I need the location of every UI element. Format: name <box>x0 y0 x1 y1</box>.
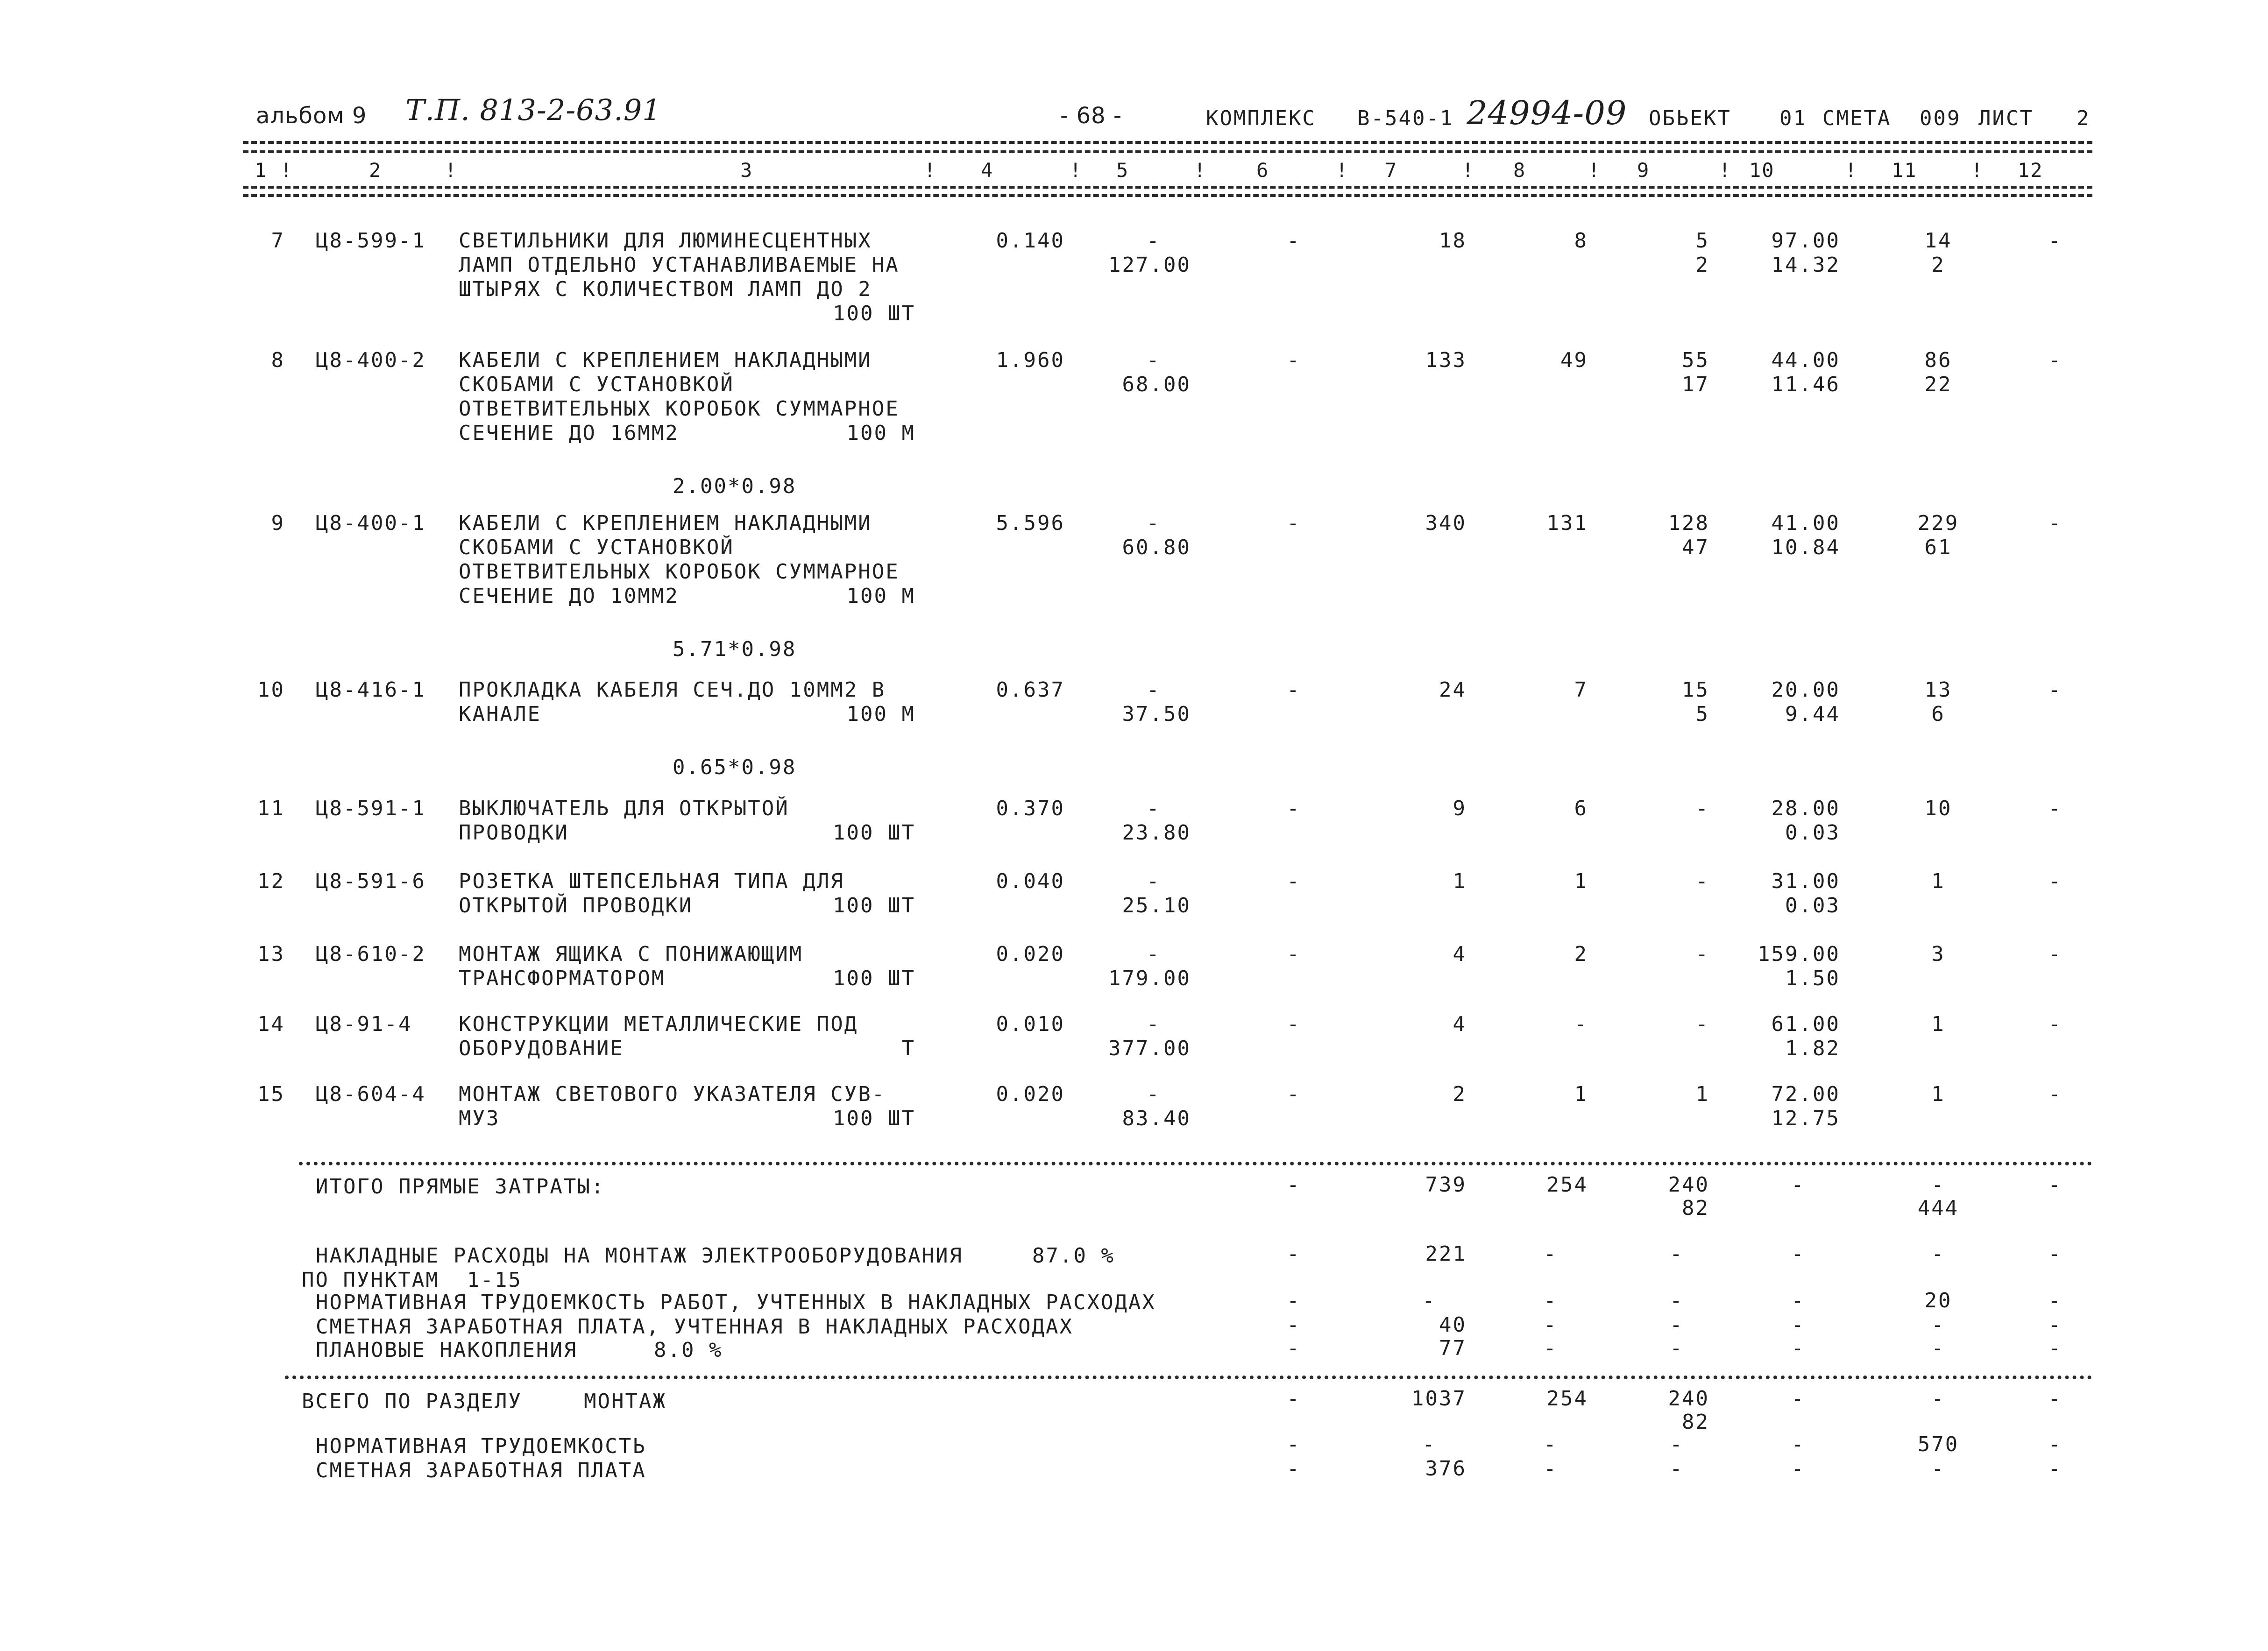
header-rule-2 <box>243 150 2092 153</box>
row-c7: 18 <box>1439 229 1467 253</box>
row-code: Ц8-599-1 <box>316 229 426 253</box>
section-c9b: 82 <box>1682 1410 1709 1434</box>
row-c6: - <box>1287 678 1301 702</box>
row-c6: - <box>1287 869 1301 893</box>
row-name-line: ОТКРЫТОЙ ПРОВОДКИ <box>459 894 693 917</box>
row-name-line: КАБЕЛИ С КРЕПЛЕНИЕМ НАКЛАДНЫМИ <box>459 348 872 372</box>
row-c12: - <box>2048 511 2062 535</box>
row-c10b: 14.32 <box>1771 253 1840 277</box>
row-c12: - <box>2048 678 2062 702</box>
norm-labor-c11: 570 <box>1917 1432 1959 1456</box>
labor-oh-c11: 20 <box>1924 1289 1952 1312</box>
row-c9a: 5 <box>1695 229 1709 253</box>
row-c7: 133 <box>1425 348 1467 372</box>
wage-oh-c12: - <box>2048 1313 2062 1337</box>
row-c5b: 37.50 <box>1122 702 1191 726</box>
row-c4: 0.370 <box>996 797 1065 820</box>
row-name-line: СКОБАМИ С УСТАНОВКОЙ <box>459 373 734 396</box>
norm-labor-c6: - <box>1287 1432 1301 1456</box>
row-code: Ц8-400-1 <box>316 511 426 535</box>
norm-labor-c10: - <box>1791 1432 1805 1456</box>
row-c5b: 83.40 <box>1122 1107 1191 1130</box>
wage-c10: - <box>1791 1457 1805 1481</box>
row-c10b: 11.46 <box>1771 373 1840 396</box>
row-c6: - <box>1287 797 1301 820</box>
object-label: ОБЬЕКТ <box>1649 106 1731 130</box>
direct-c8: 254 <box>1546 1173 1588 1197</box>
row-c10b: 9.44 <box>1785 702 1840 726</box>
row-c10a: 28.00 <box>1771 797 1840 820</box>
row-c5b: 23.80 <box>1122 821 1191 845</box>
row-code: Ц8-591-1 <box>316 797 426 820</box>
direct-c11a: - <box>1931 1173 1945 1197</box>
row-c9a: - <box>1695 797 1709 820</box>
row-unit: 100 ШТ <box>833 302 915 325</box>
row-c10a: 44.00 <box>1771 348 1840 372</box>
labor-oh-c12: - <box>2048 1289 2062 1312</box>
row-number: 9 <box>271 511 285 535</box>
row-c12: - <box>2048 869 2062 893</box>
overhead-c6: - <box>1287 1242 1301 1266</box>
row-c4: 0.010 <box>996 1012 1065 1036</box>
direct-c7: 739 <box>1425 1173 1467 1197</box>
row-c6: - <box>1287 511 1301 535</box>
row-c5b: 377.00 <box>1108 1037 1191 1060</box>
col-2: 2 <box>369 159 382 182</box>
row-number: 13 <box>257 942 285 966</box>
row-name-line: СЕЧЕНИЕ ДО 10ММ2 <box>459 584 679 608</box>
row-name-line: ТРАНСФОРМАТОРОМ <box>459 967 666 990</box>
row-c8: 8 <box>1574 229 1588 253</box>
row-number: 11 <box>257 797 285 820</box>
row-c9a: 15 <box>1682 678 1709 702</box>
row-unit: Т <box>901 1037 915 1060</box>
header-rule-top <box>243 141 2092 144</box>
row-name-line: ОБОРУДОВАНИЕ <box>459 1037 624 1060</box>
wage-c11: - <box>1931 1457 1945 1481</box>
col-3: 3 <box>740 159 753 182</box>
direct-costs-label: ИТОГО ПРЯМЫЕ ЗАТРАТЫ: <box>316 1175 605 1199</box>
row-c9a: 128 <box>1668 511 1709 535</box>
row-c5b: 68.00 <box>1122 373 1191 396</box>
row-c11a: 13 <box>1924 678 1952 702</box>
row-name-line: КАНАЛЕ <box>459 702 541 726</box>
row-c11a: 86 <box>1924 348 1952 372</box>
row-c10a: 41.00 <box>1771 511 1840 535</box>
row-coefficient: 0.65*0.98 <box>673 755 797 779</box>
col-4: 4 <box>981 159 994 182</box>
row-c10a: 72.00 <box>1771 1082 1840 1106</box>
row-c12: - <box>2048 348 2062 372</box>
row-number: 12 <box>257 869 285 893</box>
overhead-c12: - <box>2048 1242 2062 1266</box>
row-number: 10 <box>257 678 285 702</box>
row-name-line: КАБЕЛИ С КРЕПЛЕНИЕМ НАКЛАДНЫМИ <box>459 511 872 535</box>
norm-labor-c7: - <box>1422 1432 1436 1456</box>
row-c11b: 6 <box>1931 702 1945 726</box>
row-c7: 24 <box>1439 678 1467 702</box>
planned-c8: - <box>1544 1336 1558 1360</box>
col-sep: ! <box>1719 159 1731 182</box>
row-code: Ц8-604-4 <box>316 1082 426 1106</box>
direct-c10: - <box>1791 1173 1805 1197</box>
section-rule <box>285 1376 2092 1379</box>
col-5: 5 <box>1116 159 1129 182</box>
section-c12: - <box>2048 1387 2062 1411</box>
col-11: 11 <box>1892 159 1917 182</box>
row-name-line: ОТВЕТВИТЕЛЬНЫХ КОРОБОК СУММАРНОЕ <box>459 560 900 584</box>
row-c5a: - <box>1147 678 1161 702</box>
col-sep: ! <box>1971 159 1983 182</box>
row-c7: 9 <box>1453 797 1467 820</box>
smeta-number: 009 <box>1920 106 1961 130</box>
labor-oh-c9: - <box>1670 1289 1684 1312</box>
object-number: 01 <box>1779 106 1807 130</box>
row-c10b: 1.50 <box>1785 967 1840 990</box>
row-name-line: МОНТАЖ ЯЩИКА С ПОНИЖАЮЩИМ <box>459 942 803 966</box>
header-rule-bottom-2 <box>243 194 2092 197</box>
album-label: альбом 9 <box>256 103 367 129</box>
row-unit: 100 ШТ <box>833 1107 915 1130</box>
col-sep: ! <box>1462 159 1474 182</box>
row-name-line: ПРОВОДКИ <box>459 821 569 845</box>
row-number: 14 <box>257 1012 285 1036</box>
row-unit: 100 ШТ <box>833 821 915 845</box>
row-c11a: 1 <box>1931 1012 1945 1036</box>
row-c9b: 17 <box>1682 373 1709 396</box>
row-c9a: - <box>1695 869 1709 893</box>
row-c12: - <box>2048 797 2062 820</box>
planned-c7: 77 <box>1439 1336 1467 1360</box>
row-c11a: 1 <box>1931 869 1945 893</box>
row-c4: 0.020 <box>996 942 1065 966</box>
row-c10b: 0.03 <box>1785 821 1840 845</box>
row-c8: 2 <box>1574 942 1588 966</box>
row-c7: 1 <box>1453 869 1467 893</box>
labor-oh-c6: - <box>1287 1289 1301 1312</box>
row-c9a: - <box>1695 1012 1709 1036</box>
col-sep: ! <box>1845 159 1857 182</box>
row-c10a: 61.00 <box>1771 1012 1840 1036</box>
row-name-line: МУЗ <box>459 1107 500 1130</box>
row-c8: 1 <box>1574 869 1588 893</box>
labor-oh-c8: - <box>1544 1289 1558 1312</box>
overhead-c9: - <box>1670 1242 1684 1266</box>
row-c11a: 3 <box>1931 942 1945 966</box>
row-c10a: 97.00 <box>1771 229 1840 253</box>
row-c9b: 2 <box>1695 253 1709 277</box>
row-c11b: 2 <box>1931 253 1945 277</box>
col-sep: ! <box>1194 159 1206 182</box>
planned-savings-label: ПЛАНОВЫЕ НАКОПЛЕНИЯ <box>316 1338 578 1362</box>
row-name-line: КОНСТРУКЦИИ МЕТАЛЛИЧЕСКИЕ ПОД <box>459 1012 858 1036</box>
row-name-line: ШТЫРЯХ С КОЛИЧЕСТВОМ ЛАМП ДО 2 <box>459 277 872 301</box>
row-c12: - <box>2048 1082 2062 1106</box>
section-total-label-2: МОНТАЖ <box>584 1390 666 1413</box>
complex-code: В-540-1 <box>1357 106 1454 130</box>
labor-oh-c7: - <box>1422 1289 1436 1312</box>
row-c6: - <box>1287 229 1301 253</box>
wage-c6: - <box>1287 1457 1301 1481</box>
row-c11a: 14 <box>1924 229 1952 253</box>
overhead-label-2: ПО ПУНКТАМ 1-15 <box>302 1268 522 1292</box>
row-c4: 5.596 <box>996 511 1065 535</box>
page-number: - 68 - <box>1060 103 1122 129</box>
planned-c6: - <box>1287 1336 1301 1360</box>
wage-oh-c9: - <box>1670 1313 1684 1337</box>
row-c11a: 229 <box>1917 511 1959 535</box>
row-code: Ц8-610-2 <box>316 942 426 966</box>
overhead-label: НАКЛАДНЫЕ РАСХОДЫ НА МОНТАЖ ЭЛЕКТРООБОРУДОВАНИЯ <box>316 1244 964 1268</box>
wage-c8: - <box>1544 1457 1558 1481</box>
row-c9a: 55 <box>1682 348 1709 372</box>
col-12: 12 <box>2018 159 2043 182</box>
row-c6: - <box>1287 1082 1301 1106</box>
row-c11a: 1 <box>1931 1082 1945 1106</box>
row-c8: 49 <box>1560 348 1588 372</box>
row-c8: 131 <box>1546 511 1588 535</box>
row-c11b: 61 <box>1924 536 1952 559</box>
direct-c9a: 240 <box>1668 1173 1709 1197</box>
planned-c11: - <box>1931 1336 1945 1360</box>
row-unit: 100 ШТ <box>833 967 915 990</box>
section-c9a: 240 <box>1668 1387 1709 1411</box>
section-c6: - <box>1287 1387 1301 1411</box>
sheet-label: ЛИСТ <box>1978 106 2034 130</box>
section-c11: - <box>1931 1387 1945 1411</box>
wage-oh-c11: - <box>1931 1313 1945 1337</box>
direct-c6: - <box>1287 1173 1301 1197</box>
row-c8: 6 <box>1574 797 1588 820</box>
wage-label: СМЕТНАЯ ЗАРАБОТНАЯ ПЛАТА <box>316 1459 646 1482</box>
direct-c11b: 444 <box>1917 1196 1959 1220</box>
row-c4: 0.020 <box>996 1082 1065 1106</box>
col-9: 9 <box>1637 159 1650 182</box>
norm-labor-c9: - <box>1670 1432 1684 1456</box>
row-unit: 100 ШТ <box>833 894 915 917</box>
row-c10a: 20.00 <box>1771 678 1840 702</box>
row-name-line: РОЗЕТКА ШТЕПСЕЛЬНАЯ ТИПА ДЛЯ <box>459 869 844 893</box>
complex-handwritten: 24994-09 <box>1467 94 1627 132</box>
row-c7: 340 <box>1425 511 1467 535</box>
direct-c12: - <box>2048 1173 2062 1197</box>
overhead-c8: - <box>1544 1242 1558 1266</box>
wage-c9: - <box>1670 1457 1684 1481</box>
row-c10a: 31.00 <box>1771 869 1840 893</box>
row-c8: 7 <box>1574 678 1588 702</box>
row-c5a: - <box>1147 511 1161 535</box>
row-c9a: 1 <box>1695 1082 1709 1106</box>
row-c6: - <box>1287 1012 1301 1036</box>
row-c5a: - <box>1147 869 1161 893</box>
row-unit: 100 М <box>846 421 915 445</box>
row-name-line: СВЕТИЛЬНИКИ ДЛЯ ЛЮМИНЕСЦЕНТНЫХ <box>459 229 872 253</box>
row-c7: 2 <box>1453 1082 1467 1106</box>
norm-labor-c8: - <box>1544 1432 1558 1456</box>
col-10: 10 <box>1749 159 1775 182</box>
row-c10a: 159.00 <box>1758 942 1840 966</box>
row-c5b: 179.00 <box>1108 967 1191 990</box>
row-c12: - <box>2048 1012 2062 1036</box>
row-code: Ц8-416-1 <box>316 678 426 702</box>
norm-labor-label: НОРМАТИВНАЯ ТРУДОЕМКОСТЬ <box>316 1434 646 1458</box>
labor-in-overhead-label: НОРМАТИВНАЯ ТРУДОЕМКОСТЬ РАБОТ, УЧТЕННЫХ В НАКЛАДНЫХ РАСХОДАХ <box>316 1291 1156 1314</box>
overhead-c7: 221 <box>1425 1242 1467 1266</box>
row-name-line: СЕЧЕНИЕ ДО 16ММ2 <box>459 421 679 445</box>
row-c8: 1 <box>1574 1082 1588 1106</box>
row-name-line: МОНТАЖ СВЕТОВОГО УКАЗАТЕЛЯ СУВ- <box>459 1082 886 1106</box>
row-c5a: - <box>1147 797 1161 820</box>
col-6: 6 <box>1256 159 1269 182</box>
row-c5b: 25.10 <box>1122 894 1191 917</box>
row-c9b: 47 <box>1682 536 1709 559</box>
totals-rule <box>299 1162 2092 1165</box>
wage-oh-c10: - <box>1791 1313 1805 1337</box>
wage-oh-c7: 40 <box>1439 1313 1467 1337</box>
row-c10b: 0.03 <box>1785 894 1840 917</box>
col-8: 8 <box>1513 159 1526 182</box>
section-total-label: ВСЕГО ПО РАЗДЕЛУ <box>302 1390 522 1413</box>
planned-c10: - <box>1791 1336 1805 1360</box>
overhead-c11: - <box>1931 1242 1945 1266</box>
col-sep: ! <box>1588 159 1600 182</box>
planned-c12: - <box>2048 1336 2062 1360</box>
row-name-line: ЛАМП ОТДЕЛЬНО УСТАНАВЛИВАЕМЫЕ НА <box>459 253 900 277</box>
row-c6: - <box>1287 942 1301 966</box>
row-c4: 0.637 <box>996 678 1065 702</box>
section-c10: - <box>1791 1387 1805 1411</box>
row-name-line: ОТВЕТВИТЕЛЬНЫХ КОРОБОК СУММАРНОЕ <box>459 397 900 421</box>
overhead-pct: 87.0 % <box>1032 1244 1115 1268</box>
header-rule-bottom <box>243 186 2092 189</box>
row-c4: 0.040 <box>996 869 1065 893</box>
smeta-label: СМЕТА <box>1822 106 1892 130</box>
planned-c9: - <box>1670 1336 1684 1360</box>
row-c5a: - <box>1147 1012 1161 1036</box>
col-sep: ! <box>924 159 936 182</box>
col-sep: ! <box>1070 159 1082 182</box>
planned-savings-pct: 8.0 % <box>654 1338 723 1362</box>
row-number: 8 <box>271 348 285 372</box>
row-c7: 4 <box>1453 942 1467 966</box>
row-c12: - <box>2048 229 2062 253</box>
row-name-line: СКОБАМИ С УСТАНОВКОЙ <box>459 536 734 559</box>
row-c6: - <box>1287 348 1301 372</box>
row-code: Ц8-591-6 <box>316 869 426 893</box>
row-c9a: - <box>1695 942 1709 966</box>
row-name-line: ПРОКЛАДКА КАБЕЛЯ СЕЧ.ДО 10ММ2 В <box>459 678 886 702</box>
col-1: 1 <box>255 159 268 182</box>
row-c5a: - <box>1147 1082 1161 1106</box>
tp-handwritten: Т.П. 813-2-63.91 <box>405 93 661 127</box>
row-c5a: - <box>1147 229 1161 253</box>
row-unit: 100 М <box>846 584 915 608</box>
overhead-c10: - <box>1791 1242 1805 1266</box>
row-number: 7 <box>271 229 285 253</box>
sheet-number: 2 <box>2077 106 2091 130</box>
row-c5a: - <box>1147 942 1161 966</box>
row-c5b: 60.80 <box>1122 536 1191 559</box>
row-c5a: - <box>1147 348 1161 372</box>
row-c7: 4 <box>1453 1012 1467 1036</box>
norm-labor-c12: - <box>2048 1432 2062 1456</box>
row-c5b: 127.00 <box>1108 253 1191 277</box>
col-sep: ! <box>280 159 292 182</box>
row-number: 15 <box>257 1082 285 1106</box>
row-c4: 1.960 <box>996 348 1065 372</box>
row-coefficient: 2.00*0.98 <box>673 474 797 498</box>
row-unit: 100 М <box>846 702 915 726</box>
col-7: 7 <box>1385 159 1398 182</box>
wage-oh-c8: - <box>1544 1313 1558 1337</box>
row-code: Ц8-400-2 <box>316 348 426 372</box>
row-c9b: 5 <box>1695 702 1709 726</box>
row-c11b: 22 <box>1924 373 1952 396</box>
col-sep: ! <box>1336 159 1348 182</box>
section-c8: 254 <box>1546 1387 1588 1411</box>
row-c12: - <box>2048 942 2062 966</box>
row-coefficient: 5.71*0.98 <box>673 637 797 661</box>
row-c11a: 10 <box>1924 797 1952 820</box>
section-c7: 1037 <box>1411 1387 1467 1411</box>
wage-oh-c6: - <box>1287 1313 1301 1337</box>
complex-label: КОМПЛЕКС <box>1206 106 1316 130</box>
wage-c12: - <box>2048 1457 2062 1481</box>
labor-oh-c10: - <box>1791 1289 1805 1312</box>
row-c10b: 1.82 <box>1785 1037 1840 1060</box>
wage-c7: 376 <box>1425 1457 1467 1481</box>
wage-in-overhead-label: СМЕТНАЯ ЗАРАБОТНАЯ ПЛАТА, УЧТЕННАЯ В НАКЛАДНЫХ РАСХОДАХ <box>316 1315 1073 1339</box>
row-code: Ц8-91-4 <box>316 1012 412 1036</box>
row-c8: - <box>1574 1012 1588 1036</box>
col-sep: ! <box>445 159 457 182</box>
row-name-line: ВЫКЛЮЧАТЕЛЬ ДЛЯ ОТКРЫТОЙ <box>459 797 789 820</box>
direct-c9b: 82 <box>1682 1196 1709 1220</box>
row-c10b: 12.75 <box>1771 1107 1840 1130</box>
row-c4: 0.140 <box>996 229 1065 253</box>
row-c10b: 10.84 <box>1771 536 1840 559</box>
